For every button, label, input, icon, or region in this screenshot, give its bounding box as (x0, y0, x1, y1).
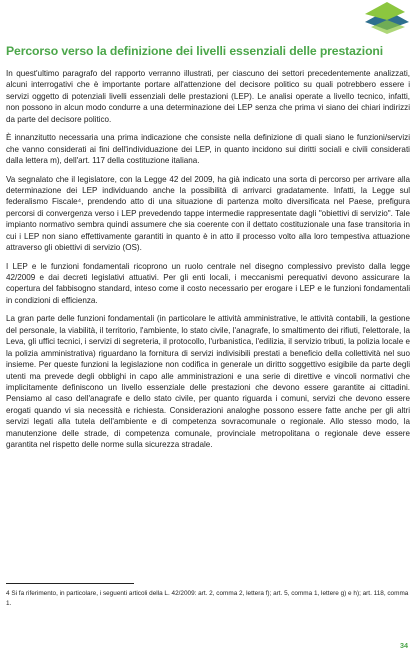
paragraph-functions: È innanzitutto necessaria una prima indicazione che consiste nella definizione di quali siano le funzioni/servizi che vanno considerati ai fini dell'individuazione dei LEP, in quanto incidono sui diritti sociali e civili considerati dalla lettera m), dell'art. 117 della costituzione italiana. (6, 133, 410, 166)
paragraph-lep-role: I LEP e le funzioni fondamentali ricoprono un ruolo centrale nel disegno complessivo previsto dalla legge 42/2009 e dai decreti legislativi attuativi. Per gli enti locali, i meccanismi perequativi devono assicurare la copertura del fabbisogno standard, inteso come il costo necessario per erogare i LEP e le funzioni fondamentali in condizioni di efficienza. (6, 261, 410, 305)
page-number: 34 (400, 641, 408, 650)
paragraph-intro: In quest'ultimo paragrafo del rapporto verranno illustrati, per ciascuno dei settori precedentemente analizzati, alcuni interrogativi che è importante portare all'attenzione del decisore politico su quali potrebbero essere i servizi oggetto di potenziali livelli essenziali delle prestazioni (LEP). Le analisi operate a livello tecnico, infatti, non possono in alcun modo condurre a una determinazione dei LEP senza che prima vi siano dei chiari indirizzi da parte del decisore politico. (6, 69, 410, 124)
body-text (6, 68, 410, 458)
layered-chevron-logo-icon (361, 0, 413, 36)
paragraph-fundamental-functions: La gran parte delle funzioni fondamentali (in particolare le attività amministrative, le attività contabili, la gestione del personale, la viabilità, il territorio, l'ambiente, lo stato civile, l'anagrafe, lo smaltimento dei rifiuti, l'elettorale, la Leva, gli uffici tecnici, i servizi di segreteria, il protocollo, l'urbanistica, l'edilizia, il servizio tributi, la polizia locale e la polizia amministrativa) riguardano la fornitura di servizi indivisibili prestati a beneficio della collettività nel suo insieme. Per queste funzioni la legislazione non codifica in generale un diritto soggettivo esigibile da parte degli utenti ma prevede degli obblighi in capo alle amministrazioni e una serie di direttive e vincoli normativi che implicitamente definiscono un livello essenziale delle prestazioni che devono essere garantite ai cittadini. Pensiamo al caso dell'anagrafe e dello stato civile, per quanto riguarda i comuni, servizi che devono essere erogati quando vi sia necessità e richiesta. Considerazioni analoghe possono essere fatte anche per gli altri servizi legati alla tutela dell'ambiente e di competenza sovracomunale o regionale. Allo stesso modo, la manutenzione delle strade, di competenza comunale, provinciale metropolitana o regionale deve essere garantita nel rispetto delle norme sulla sicurezza stradale. (6, 314, 410, 449)
section-title: Percorso verso la definizione dei livelli essenziali delle prestazioni (6, 44, 384, 58)
paragraph-law-42: Va segnalato che il legislatore, con la Legge 42 del 2009, ha già indicato una sorta di percorso per arrivare alla determinazione dei LEP individuando anche la possibilità di arrivarci gradatamente. Infatti, la Legge sul federalismo Fiscale⁴, prendendo atto di una situazione di partenza molto diversificata nel Paese, prefigura percorsi di convergenza verso i LEP prevedendo tappe intermedie rappresentate dagli "obiettivi di servizio". Tale impianto normativo sembra quindi assumere che sia coerente con il dettato costituzionale una fase transitoria in cui i LEP non siano effettivamente garantiti in quanto è in atto il processo volto alla loro tempestiva attuazione attraverso gli obiettivi di servizio (OS). (6, 174, 410, 253)
footnote: 4 Si fa riferimento, in particolare, i seguenti articoli della L. 42/2009: art. 2, comma 2, lettera f); art. 5, comma 1, lettere g) e h); art. 118, comma 1. (6, 590, 409, 607)
footnote-divider (6, 583, 134, 584)
